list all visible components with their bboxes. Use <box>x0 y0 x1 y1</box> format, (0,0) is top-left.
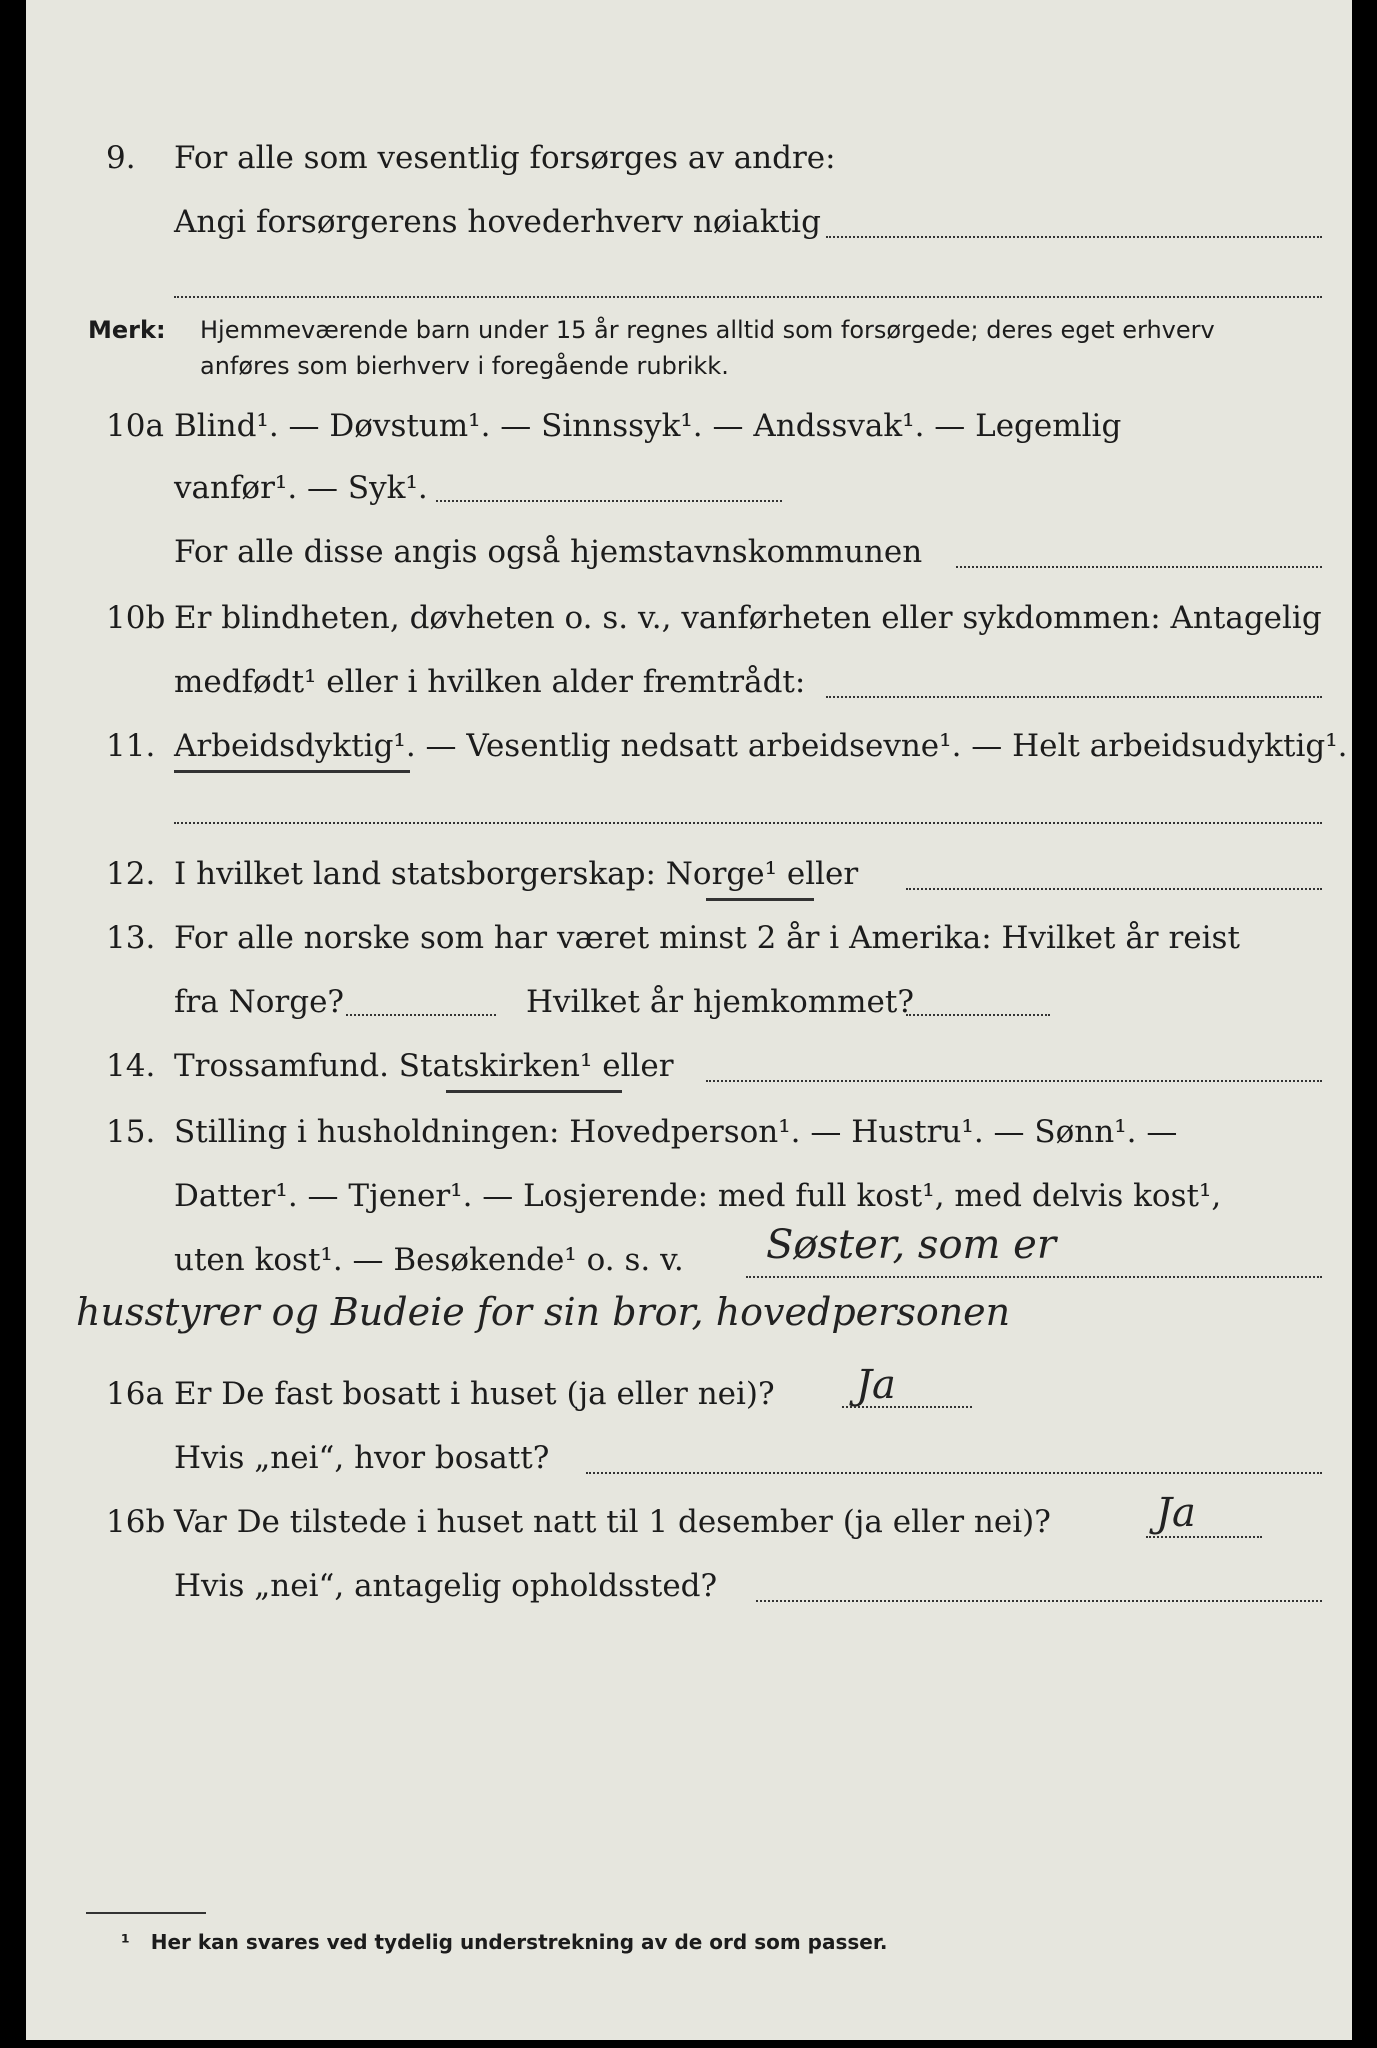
q10a-line3: For alle disse angis også hjemstavnskommunen <box>174 534 923 570</box>
q10a-line2: vanfør¹. — Syk¹. <box>174 470 428 506</box>
merk-line2: anføres som bierhverv i foregående rubrikk. <box>200 352 729 380</box>
q16a-bosatt-answer-line[interactable] <box>586 1472 1322 1474</box>
q10a-line1: Blind¹. — Døvstum¹. — Sinnssyk¹. — Andssvak¹. — Legemlig <box>174 408 1122 444</box>
q9-answer-line-2[interactable] <box>174 296 1322 298</box>
q16a-handwritten: Ja <box>856 1362 896 1408</box>
q10b-answer-line[interactable] <box>826 696 1322 698</box>
q9-number: 9. <box>106 140 136 176</box>
q13-reist-answer-line[interactable] <box>346 1014 496 1016</box>
q10b-number: 10b <box>106 600 166 636</box>
q16b-handwritten: Ja <box>1156 1490 1196 1536</box>
q16b-line2: Hvis „nei“, antagelig opholdssted? <box>174 1568 718 1604</box>
q16b-line1: Var De tilstede i huset natt til 1 desember (ja eller nei)? <box>174 1504 1051 1540</box>
merk-line1: Hjemmeværende barn under 15 år regnes alltid som forsørgede; deres eget erhverv <box>200 316 1215 344</box>
q10b-line1: Er blindheten, døvheten o. s. v., vanførheten eller sykdommen: Antagelig <box>174 600 1322 636</box>
q12-hand-underline <box>706 898 814 901</box>
q14-answer-line[interactable] <box>706 1080 1322 1082</box>
q10a-number: 10a <box>106 408 164 444</box>
q13-hjemkommet-answer-line[interactable] <box>906 1014 1050 1016</box>
q15-number: 15. <box>106 1114 156 1150</box>
q10a-hjemstavn-answer-line[interactable] <box>956 566 1322 568</box>
q9-line1: For alle som vesentlig forsørges av andre: <box>174 140 836 176</box>
q13-line2b: Hvilket år hjemkommet? <box>526 984 914 1020</box>
q15-answer-line[interactable] <box>746 1276 1322 1278</box>
q16b-answer-line[interactable] <box>1146 1536 1262 1538</box>
footnote-text: Her kan svares ved tydelig understrekning av de ord som passer. <box>150 1930 888 1954</box>
q12-answer-line[interactable] <box>906 888 1322 890</box>
q16a-answer-line[interactable] <box>842 1406 972 1408</box>
q16a-line2: Hvis „nei“, hvor bosatt? <box>174 1440 550 1476</box>
q16a-number: 16a <box>106 1376 164 1412</box>
q12-line1: I hvilket land statsborgerskap: Norge¹ eller <box>174 856 859 892</box>
q10b-line2: medfødt¹ eller i hvilken alder fremtrådt: <box>174 664 806 700</box>
q14-hand-underline <box>446 1090 622 1093</box>
q13-number: 13. <box>106 920 156 956</box>
q10a-syk-answer-line[interactable] <box>436 500 782 502</box>
q9-line2: Angi forsørgerens hovederhverv nøiaktig <box>174 204 821 240</box>
q15-line2: Datter¹. — Tjener¹. — Losjerende: med full kost¹, med delvis kost¹, <box>174 1178 1222 1214</box>
q15-handwritten-1: Søster, som er <box>766 1222 1056 1268</box>
q16b-number: 16b <box>106 1504 166 1540</box>
q14-line1: Trossamfund. Statskirken¹ eller <box>174 1048 674 1084</box>
census-form-page <box>26 0 1352 2040</box>
q11-line1: Arbeidsdyktig¹. — Vesentlig nedsatt arbeidsevne¹. — Helt arbeidsudyktig¹. <box>174 728 1348 764</box>
q9-answer-line[interactable] <box>826 236 1322 238</box>
q15-handwritten-2: husstyrer og Budeie for sin bror, hovedpersonen <box>76 1290 1011 1334</box>
q12-number: 12. <box>106 856 156 892</box>
q11-hand-underline <box>174 770 410 773</box>
q15-line1: Stilling i husholdningen: Hovedperson¹. — Hustru¹. — Sønn¹. — <box>174 1114 1178 1150</box>
footnote-rule <box>86 1912 206 1914</box>
footnote <box>121 1930 887 1954</box>
q16b-opholdssted-answer-line[interactable] <box>756 1600 1322 1602</box>
q13-line1: For alle norske som har været minst 2 år i Amerika: Hvilket år reist <box>174 920 1240 956</box>
q14-number: 14. <box>106 1048 156 1084</box>
merk-label: Merk: <box>88 316 166 344</box>
q11-number: 11. <box>106 728 156 764</box>
footnote-mark: ¹ <box>121 1930 130 1954</box>
q13-line2a: fra Norge? <box>174 984 345 1020</box>
q16a-line1: Er De fast bosatt i huset (ja eller nei)? <box>174 1376 775 1412</box>
q15-line3: uten kost¹. — Besøkende¹ o. s. v. <box>174 1242 684 1278</box>
q11-answer-line[interactable] <box>174 822 1322 824</box>
